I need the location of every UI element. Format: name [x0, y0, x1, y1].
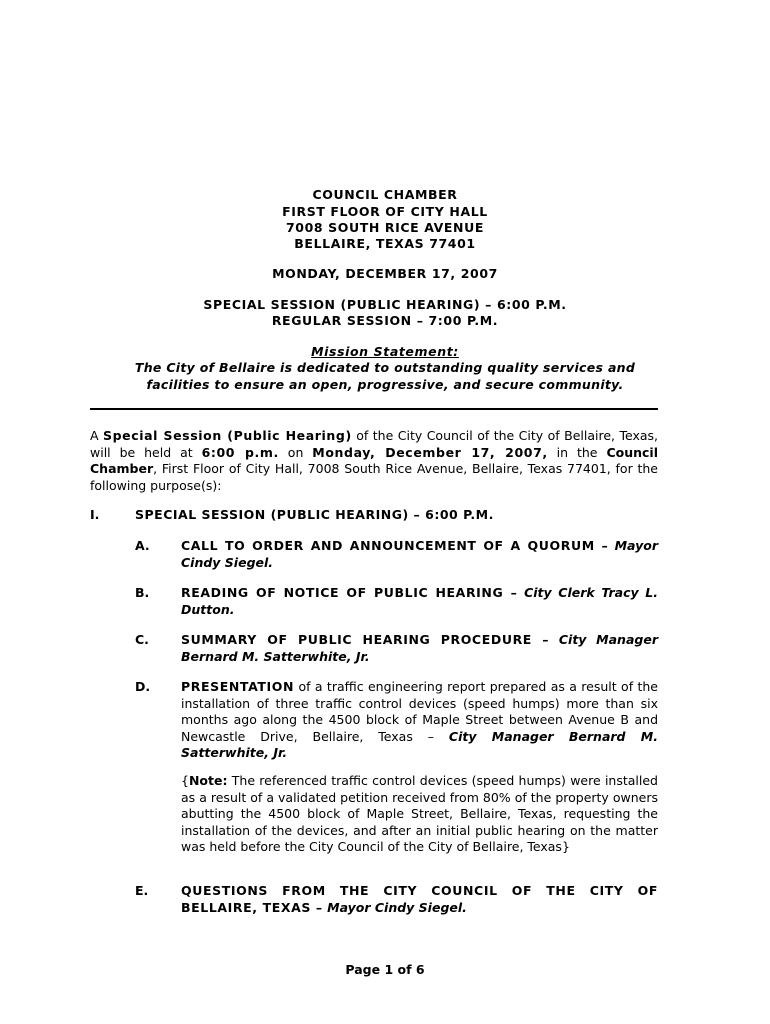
item-b-letter: B.: [135, 585, 150, 600]
intro-text: of the City Council of the City of Bellaire, Texas, will be held at: [90, 428, 659, 460]
item-b-presenter: City Clerk Tracy L. Dutton.: [181, 585, 658, 617]
mission-line-2: facilities to ensure an open, progressive, and secure community.: [146, 377, 624, 392]
item-c-title: SUMMARY OF PUBLIC HEARING PROCEDURE –: [181, 632, 550, 647]
section-title: SPECIAL SESSION (PUBLIC HEARING) – 6:00 P.M.: [135, 507, 494, 522]
item-d-title: PRESENTATION: [181, 679, 295, 694]
intro-text: A: [90, 428, 104, 443]
item-d-note: [181, 773, 658, 856]
item-d-text: of a traffic engineering report prepared as a result of the installation of three traffic control devices (speed humps) more than six months ago along the 4500 block of Maple Street between Avenue B and Newcastle Drive, Bellaire, Texas –: [181, 679, 658, 744]
item-d-note-label: Note:: [188, 773, 228, 788]
regular-session-time: REGULAR SESSION – 7:00 P.M.: [271, 313, 499, 328]
item-d-note-brace: {: [181, 773, 189, 788]
item-c-letter: C.: [135, 632, 149, 647]
item-a-title: CALL TO ORDER AND ANNOUNCEMENT OF A QUORUM –: [181, 538, 609, 553]
horizontal-divider: [90, 408, 658, 410]
item-e-letter: E.: [135, 883, 149, 898]
meeting-date: MONDAY, DECEMBER 17, 2007: [272, 266, 498, 281]
item-e-title: QUESTIONS FROM THE CITY COUNCIL OF THE CITY OF BELLAIRE, TEXAS –: [181, 883, 658, 915]
intro-text: on: [278, 444, 313, 460]
mission-heading: [0, 344, 770, 360]
item-b-body: [181, 585, 658, 618]
item-a-body: [181, 538, 658, 571]
item-c-presenter: City Manager Bernard M. Satterwhite, Jr.: [181, 632, 658, 664]
item-d-letter: D.: [135, 679, 151, 694]
page-number: Page 1 of 6: [345, 962, 425, 977]
intro-time: 6:00 p.m.: [201, 444, 279, 460]
header-line-city: BELLAIRE, TEXAS 77401: [294, 236, 476, 251]
item-d-note-text: The referenced traffic control devices (speed humps) were installed as a result of a validated petition received from 80% of the property owners abutting the 4500 block of Maple Street, Bellaire, Texas, requesting the installation of the devices, and after an initial public hearing on the matter was held before the City Council of the City of Bellaire, Texas}: [181, 773, 658, 854]
mission-title: Mission Statement:: [311, 344, 459, 359]
intro-special-session: Special Session (Public Hearing): [103, 428, 352, 443]
intro-location: Council Chamber: [90, 444, 658, 476]
header-line-first-floor: FIRST FLOOR OF CITY HALL: [282, 204, 488, 219]
item-d-body: [181, 679, 658, 762]
section-numeral: I.: [90, 507, 100, 522]
special-session-time: SPECIAL SESSION (PUBLIC HEARING) – 6:00 P.M.: [203, 297, 567, 312]
item-e-presenter: Mayor Cindy Siegel.: [322, 899, 467, 915]
item-b-title: READING OF NOTICE OF PUBLIC HEARING –: [181, 585, 518, 600]
item-a-letter: A.: [135, 538, 150, 553]
item-e-body: [181, 883, 658, 916]
intro-text: , First Floor of City Hall, 7008 South Rice Avenue, Bellaire, Texas 77401, for the following purpose(s):: [90, 461, 658, 493]
mission-line-1: The City of Bellaire is dedicated to outstanding quality services and: [134, 360, 636, 375]
item-a-presenter: Mayor Cindy Siegel.: [181, 538, 658, 570]
item-d-presenter: City Manager Bernard M. Satterwhite, Jr.: [181, 728, 658, 760]
intro-text: in the: [547, 444, 607, 460]
header-line-council-chamber: COUNCIL CHAMBER: [312, 187, 458, 202]
intro-date: Monday, December 17, 2007,: [312, 444, 548, 460]
header-line-address: 7008 SOUTH RICE AVENUE: [286, 220, 484, 235]
intro-paragraph: [90, 428, 658, 494]
item-c-body: [181, 632, 658, 665]
